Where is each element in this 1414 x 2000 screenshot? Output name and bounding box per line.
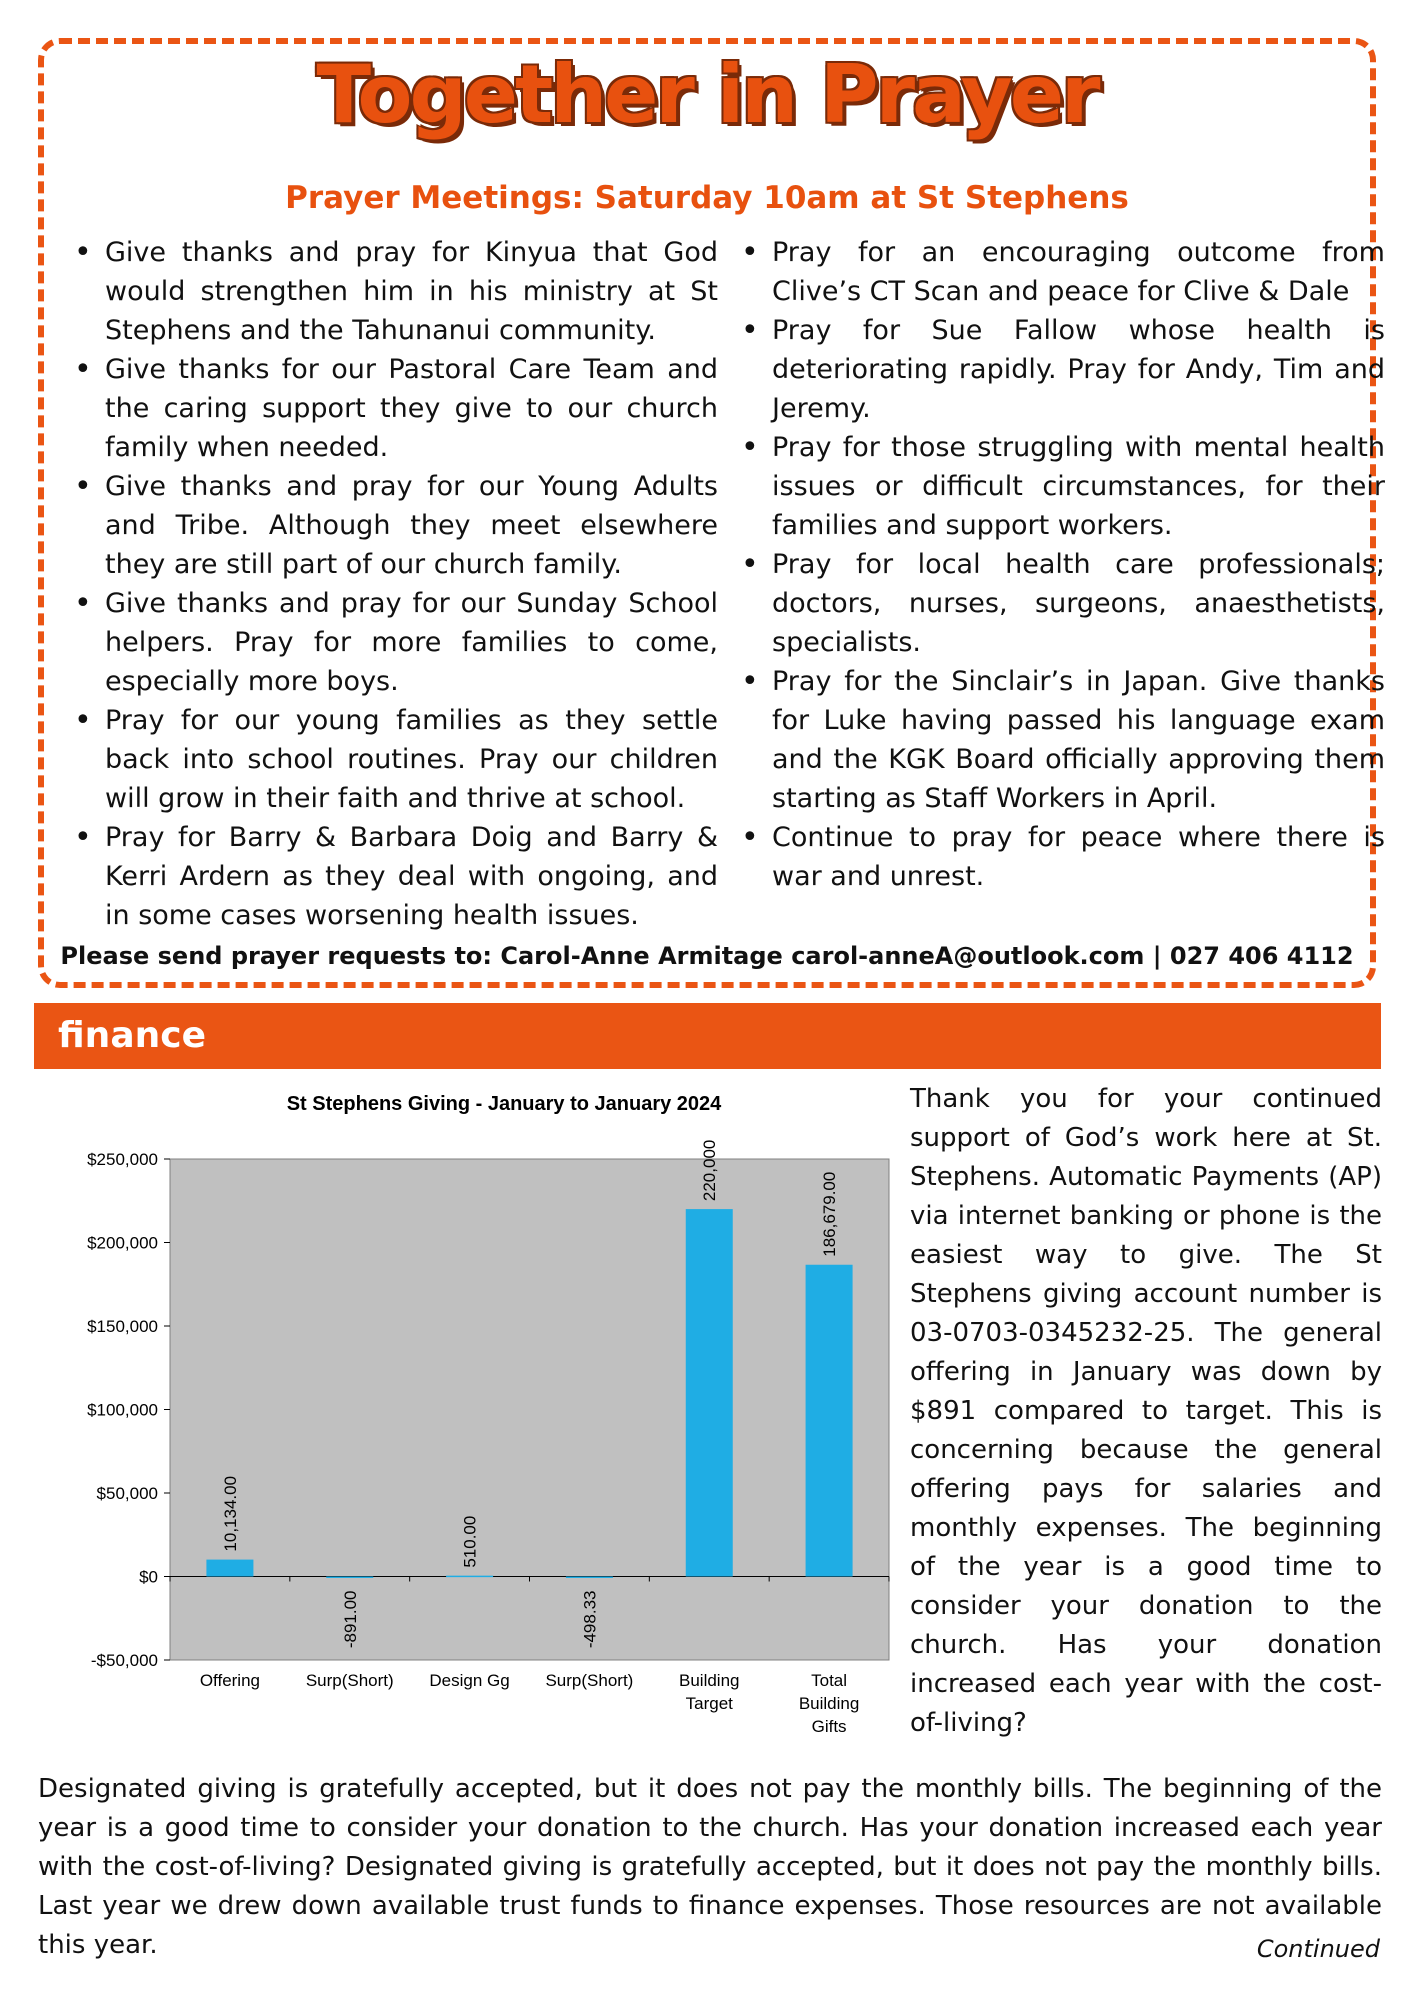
prayer-item: • Pray for local health care professionals; doctors, nurses, surgeons, anaesthetists, specialists. xyxy=(737,545,1385,662)
data-label: -498.33 xyxy=(580,1590,600,1649)
prayer-item: • Give thanks for our Pastoral Care Team and the caring support they give to our church family when needed. xyxy=(70,350,718,467)
page-title: Together in Prayer xyxy=(316,48,1098,141)
x-category-label: Offering xyxy=(199,1671,261,1690)
finance-header-bar xyxy=(34,1003,1381,1069)
prayer-meetings-subtitle: Prayer Meetings: Saturday 10am at St Stephens xyxy=(285,180,1129,216)
bar-5 xyxy=(686,1209,733,1576)
continued-note: Continued xyxy=(1256,1935,1380,1963)
prayer-item: • Pray for the Sinclair’s in Japan. Give thanks for Luke having passed his language exam and the KGK Board officially approving them starting as Staff Workers in April. xyxy=(737,662,1385,818)
bar-4 xyxy=(566,1577,613,1579)
prayer-item: • Pray for Sue Fallow whose health is deteriorating rapidly. Pray for Andy, Tim and Jeremy. xyxy=(737,311,1385,428)
x-category-label: Design Gg xyxy=(429,1671,510,1690)
x-category-label: Surp(Short) xyxy=(305,1671,394,1690)
data-label: 10,134.00 xyxy=(220,1475,240,1552)
y-tick-label: $150,000 xyxy=(87,1317,158,1336)
prayer-item: • Pray for those struggling with mental health issues or difficult circumstances, for their families and support workers. xyxy=(737,428,1385,545)
prayer-item: • Pray for an encouraging outcome from Clive’s CT Scan and peace for Clive & Dale xyxy=(737,233,1385,311)
finance-paragraph: Thank you for your continued support of God’s work here at St. Stephens. Automatic Payments (AP) via internet banking or phone is the easiest way to give. The St Stephens giving account number is 03-0703-0345232-25. The general offering in January was down by $891 compared to target. This is concerning because the general offering pays for salaries and monthly expenses. The beginning of the year is a good time to consider your donation to the church. Has your donation increased each year with the cost-of-living? xyxy=(910,1084,1382,1738)
y-tick-label: $250,000 xyxy=(87,1150,158,1169)
chart-plot-area xyxy=(170,1159,889,1660)
prayer-requests-contact: Please send prayer requests to: Carol-Anne Armitage carol-anneA@outlook.com | 027 406 4112 xyxy=(60,942,1354,970)
bar-2 xyxy=(326,1577,373,1579)
giving-bar-chart xyxy=(34,1080,894,1760)
prayer-item: • Give thanks and pray for our Young Adults and Tribe. Although they meet elsewhere they are still part of our church family. xyxy=(70,467,718,584)
x-category-label: Surp(Short) xyxy=(545,1671,634,1690)
y-tick-label: $0 xyxy=(139,1567,158,1587)
x-category-label: Target xyxy=(685,1694,733,1713)
chart-title: St Stephens Giving - January to January 2024 xyxy=(286,1093,722,1115)
prayer-list-right xyxy=(737,233,1385,896)
y-tick-label: $100,000 xyxy=(87,1400,158,1420)
data-label: 220,000 xyxy=(700,1139,720,1202)
data-label: 510.00 xyxy=(460,1515,480,1568)
prayer-item: • Pray for Barry & Barbara Doig and Barry & Kerri Ardern as they deal with ongoing, and in some cases worsening health issues. xyxy=(70,818,718,935)
finance-bottom-paragraph: Designated giving is gratefully accepted, but it does not pay the monthly bills. The beginning of the year is a good time to consider your donation to the church. Has your donation increased each year with the cost-of-living? Designated giving is gratefully accepted, but it does not pay the monthly bills. Last year we drew down available trust funds to finance expenses. Those resources are not available this year. xyxy=(38,1774,1382,1960)
prayer-item: • Pray for our young families as they settle back into school routines. Pray our children will grow in their faith and thrive at school. xyxy=(70,701,718,818)
bar-6 xyxy=(806,1265,853,1577)
x-category-label: Total xyxy=(811,1671,848,1690)
y-tick-label: -$50,000 xyxy=(90,1651,158,1670)
x-category-label: Building xyxy=(679,1671,740,1690)
prayer-list-left xyxy=(70,233,718,935)
y-tick-label: $200,000 xyxy=(87,1233,158,1253)
x-category-label: Gifts xyxy=(811,1717,847,1736)
data-label: -891.00 xyxy=(340,1590,360,1649)
bar-3 xyxy=(446,1576,493,1578)
x-category-label: Building xyxy=(798,1694,860,1713)
prayer-item: • Give thanks and pray for our Sunday School helpers. Pray for more families to come, especially more boys. xyxy=(70,584,718,701)
data-label: 186,679.00 xyxy=(820,1171,840,1257)
y-tick-label: $50,000 xyxy=(96,1484,158,1503)
prayer-item: • Give thanks and pray for Kinyua that God would strengthen him in his ministry at St Stephens and the Tahunanui community. xyxy=(70,233,718,350)
bar-1 xyxy=(206,1560,253,1577)
prayer-item: • Continue to pray for peace where there is war and unrest. xyxy=(737,818,1385,896)
finance-heading: finance xyxy=(58,1015,206,1056)
